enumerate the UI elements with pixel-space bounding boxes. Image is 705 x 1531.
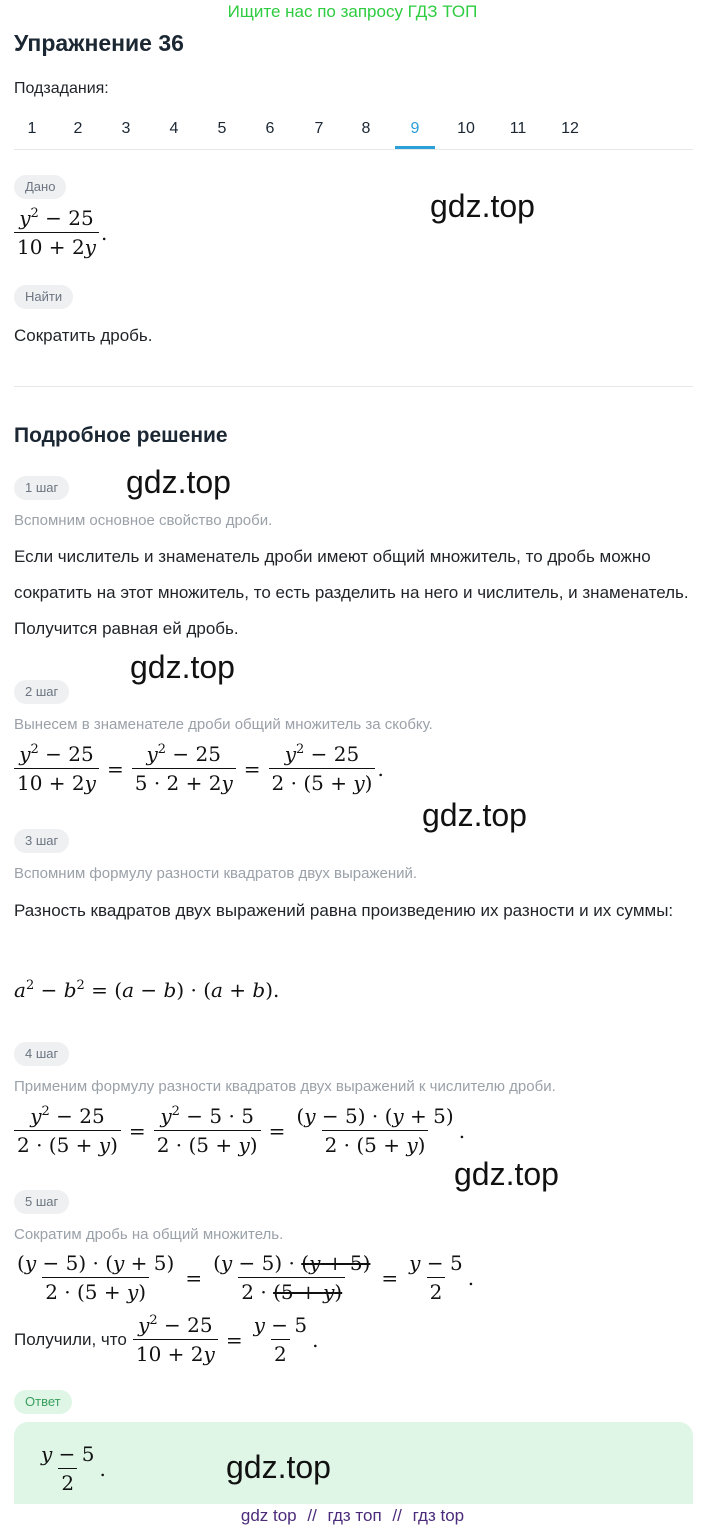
step-1-chip: 1 шаг: [14, 476, 69, 500]
step-5-formula: $\frac{(y - 5) \cdot (y + 5)}{2 \cdot (5 + y)}$ = $\frac{(y - 5) \cdot (y + 5)}{2 \cdot (5 + y)}$ = $\frac{y - 5}{2}$ .: [17, 1251, 475, 1304]
answer-chip: Ответ: [14, 1390, 72, 1414]
active-tab-underline: [395, 146, 435, 149]
subtask-tab-2[interactable]: 2: [73, 120, 83, 137]
subtask-tab-9-active[interactable]: 9: [410, 120, 420, 137]
given-formula: $\frac{y^2 - 25}{10 + 2y}$ .: [12, 206, 107, 259]
footer-link-3[interactable]: гдз top: [412, 1506, 465, 1525]
step-3-chip: 3 шаг: [14, 829, 69, 853]
watermark: gdz.top: [226, 1449, 331, 1485]
step-2-hint: Вынесем в знаменателе дроби общий множитель за скобку.: [14, 716, 433, 733]
subtask-tab-6[interactable]: 6: [265, 120, 275, 137]
subtask-tab-4[interactable]: 4: [169, 120, 179, 137]
subtask-tab-10[interactable]: 10: [457, 120, 475, 137]
subtask-tab-8[interactable]: 8: [361, 120, 371, 137]
subtask-tab-11[interactable]: 11: [509, 120, 527, 137]
step-3-hint: Вспомним формулу разности квадратов двух выражений.: [14, 865, 418, 882]
subtask-tab-5[interactable]: 5: [217, 120, 227, 137]
step-1-paragraph: Если числитель и знаменатель дроби имеют общий множитель, то дробь можно сократить на этот множитель, то есть разделить на него и числитель, и знаменатель. Получится равная ей дробь.: [14, 547, 689, 638]
step-5-result-prefix: Получили, что: [14, 1329, 127, 1349]
footer-separator: //: [307, 1506, 317, 1525]
answer-box: [14, 1422, 693, 1504]
footer-link-2[interactable]: гдз топ: [327, 1506, 382, 1525]
watermark: gdz.top: [422, 797, 527, 833]
step-3-formula: $a^2 - b^2 = (a - b) \cdot (a + b)$.: [14, 978, 280, 1002]
subtask-tab-12[interactable]: 12: [561, 120, 579, 137]
subtask-tabs: [14, 108, 693, 150]
subtask-tab-7[interactable]: 7: [314, 120, 324, 137]
watermark: gdz.top: [126, 464, 231, 500]
footer-links: [0, 1506, 705, 1526]
step-4-hint: Применим формулу разности квадратов двух выражений к числителю дроби.: [14, 1078, 556, 1095]
watermark: gdz.top: [130, 649, 235, 685]
step-1-hint: Вспомним основное свойство дроби.: [14, 512, 273, 529]
find-text: Сократить дробь.: [14, 326, 153, 345]
step-5-result: [14, 1313, 318, 1366]
step-5-hint: Сократим дробь на общий множитель.: [14, 1226, 284, 1243]
divider: [14, 386, 693, 387]
page-title: Упражнение 36: [14, 30, 184, 56]
step-4-chip: 4 шаг: [14, 1042, 69, 1066]
given-chip: Дано: [14, 175, 66, 199]
answer-formula: $\frac{y - 5}{2}$ .: [41, 1442, 106, 1495]
step-5-chip: 5 шаг: [14, 1190, 69, 1214]
subtask-tab-1[interactable]: 1: [27, 120, 37, 137]
subtasks-label: Подзадания:: [14, 80, 109, 97]
step-3-paragraph: Разность квадратов двух выражений равна произведению их разности и их суммы:: [14, 901, 674, 920]
step-2-formula: $\frac{y^2 - 25}{10 + 2y}$ = $\frac{y^2 - 25}{5 \cdot 2 + 2y}$ = $\frac{y^2 - 25}{2 \cdot (5 + y)}$ .: [12, 742, 384, 795]
subtask-tab-3[interactable]: 3: [121, 120, 131, 137]
step-2-chip: 2 шаг: [14, 680, 69, 704]
solution-title: Подробное решение: [14, 424, 228, 447]
step-5-result-formula: $\frac{y^2 - 25}{10 + 2y}$ = $\frac{y - 5}{2}$ .: [131, 1313, 319, 1366]
step-4-formula: $\frac{y^2 - 25}{2 \cdot (5 + y)}$ = $\frac{y^2 - 5 \cdot 5}{2 \cdot (5 + y)}$ = $\frac{(y - 5) \cdot (y + 5)}{2 \cdot (5 + y)}$ .: [12, 1104, 465, 1157]
find-chip: Найти: [14, 285, 73, 309]
watermark: gdz.top: [430, 188, 535, 224]
watermark: gdz.top: [454, 1156, 559, 1192]
search-banner: Ищите нас по запросу ГДЗ ТОП: [227, 2, 478, 21]
footer-link-1[interactable]: gdz top: [240, 1506, 297, 1525]
footer-separator: //: [392, 1506, 402, 1525]
